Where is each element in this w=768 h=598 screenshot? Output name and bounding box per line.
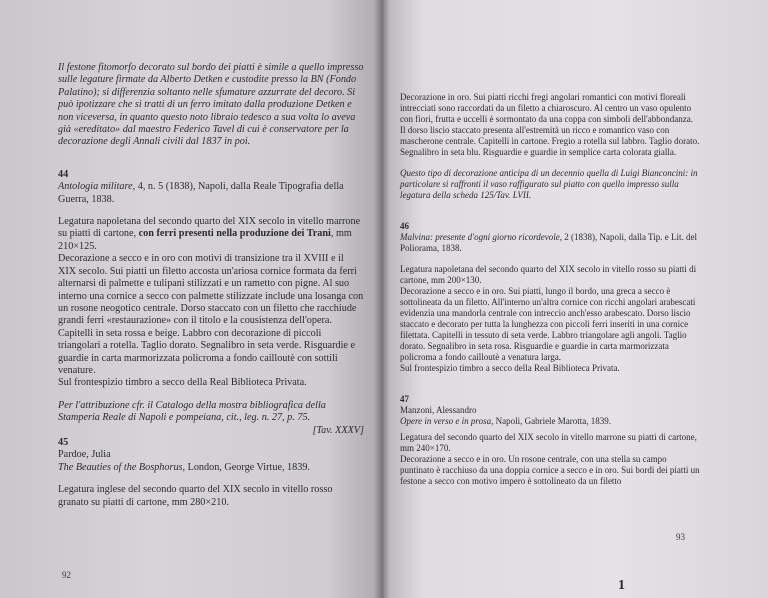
entry-46-decoration: Decorazione a secco e in oro. Sui piatti, lungo il bordo, una greca a secco è sottolineata da un filetto. All'interno un'altra cornice con ricchi angolari arabescati evidenzia una mandorla centrale con intreccio anch'esso arabescato. Dorso liscio staccato e decorato per tutta la lunghezza con piccoli ferri inseriti in una cornice filettata. Capitelli in tessuto di seta verde. Labbro triangolare agli angoli. Taglio dorato. Segnalibro in seta rosa. Risguardie e guardie in carta marmorizzata policroma a fondo cailloutè a venatura larga. [400, 286, 696, 362]
entry-47-decoration: Decorazione a secco e in oro. Un rosone centrale, con una stella su campo puntinato è racchiuso da una doppia cornice a secco e in oro. Sui bordi dei piatti un festone a secco con motivo impero è sottolineato da un filetto [400, 454, 700, 486]
left-column [58, 62, 364, 509]
entry-47-title: Opere in verso e in prosa [400, 416, 492, 426]
entry-44-title: Antologia militare [58, 181, 133, 193]
entry-44-binding-text: Legatura napoletana del secondo quarto del XIX secolo in vitello marrone su piatti di cartone, [58, 216, 361, 240]
entry-46-citation: , 2 (1838), Napoli, dalla Tip. e Lit. del Poliorama, 1838. [400, 232, 697, 253]
entry-46-title: Malvina: presente d'ogni giorno ricordevole [400, 232, 560, 242]
entry-47-binding: Legatura del secondo quarto del XIX secolo in vitello marrone su piatti di cartone, mm 240×170. [400, 432, 697, 453]
entry-44-heading [58, 181, 364, 206]
entry-46-stamp: Sul frontespizio timbro a secco della Real Biblioteca Privata. [400, 363, 620, 373]
entry-45-author: Pardoe, Julia [58, 449, 111, 461]
entry-44-stamp: Sul frontespizio timbro a secco della Real Biblioteca Privata. [58, 377, 307, 389]
entry-47-number: 47 [400, 394, 409, 404]
entry-44-note: Per l'attribuzione cfr. il Catalogo della mostra bibliografica della Stamperia Reale di Napoli e pompeiana, cit., leg. n. 27, p. 75. [58, 399, 326, 424]
entry-45-binding: Legatura inglese del secondo quarto del XIX secolo in vitello rosso granato su piatti di cartone, mm 280×210. [58, 484, 333, 508]
entry-44-binding-size: , mm 210×125. [58, 228, 352, 252]
right-folio: 93 [676, 532, 685, 542]
entry-46-heading [400, 232, 700, 254]
entry-47-heading [400, 416, 700, 427]
entry-45-citation: , London, George Virtue, 1839. [182, 461, 310, 473]
entry-44-decoration: Decorazione a secco e in oro con motivi di transizione tra il XVIII e il XIX secolo. Sui piatti un filetto accosta un'ariosa cornice formata da ferri alternarsi di palmette e tulipani stilizzati e un rametto con pigne. Al suo interno una cornice a secco con palmette stilizzate include una losanga con un rosone neogotico centrale. Dorso staccato con un filetto che racchiude grandi ferri «restaurazione» con il titolo e la cousistenza dell'opera. Capitelli in seta rossa e beige. Labbro con decorazione di piccoli triangolari a rotella. Taglio dorato. Segnalibro in seta verde. Risguardie e guardie in carta marmorizzata policroma a fondo cailloutè con sottili venature. [58, 253, 364, 376]
signature-mark: 1 [618, 578, 625, 593]
entry-46-binding: Legatura napoletana del secondo quarto del XIX secolo in vitello rosso su piatti di cartone, mm 200×130. [400, 264, 697, 285]
entry-45-number: 45 [58, 436, 69, 448]
entry-44-number: 44 [58, 168, 69, 180]
entry-44-binding-bold: con ferri presenti nella produzione dei Trani [138, 228, 331, 240]
entry-43-note: Questo tipo di decorazione anticipa di un decennio quella di Luigi Bianconcini: in particolare si raffronti il vaso raffigurato sul piatto con quello impresso sulla legatura della scheda 125/Tav. LVII. [400, 168, 698, 200]
entry-44-plate: [Tav. XXXV] [312, 424, 364, 436]
entry-47-author: Manzoni, Alessandro [400, 405, 477, 415]
entry-45-title: The Beauties of the Bosphorus [58, 461, 183, 473]
left-folio: 92 [62, 570, 71, 580]
book-gutter [374, 0, 390, 598]
entry-43-continuation: Decorazione in oro. Sui piatti ricchi fregi angolari romantici con motivi floreali intrecciati sono raccordati da un filetto a chiaroscuro. Al centro un vaso opulento con fiori, frutta e uccelli è sormontato da una coppa con simboli dell'abbondanza. Il dorso liscio staccato presenta all'estremità un ricco e romantico vaso con mascherone centrale. Capitelli in cartone. Fregio a rotella sul labbro. Taglio dorato. Segnalibro in seta blu. Risguardie e guardie in semplice carta colorata gialla. [400, 92, 700, 157]
entry-47-citation: , Napoli, Gabriele Marotta, 1839. [491, 416, 612, 426]
intro-note: Il festone fitomorfo decorato sul bordo dei piatti è simile a quello impresso sulle legature firmate da Alberto Detken e custodite presso la BN (Fondo Palatino); si differenzia soltanto nelle sfumature azzurrate del decoro. Si può ipotizzare che si tratti di un ferro imitato dalla produzione Detken e non viceversa, in quanto questo noto libraio tedesco a sua volta lo aveva già «ereditato» dal maestro Federico Tavel di cui è conservatore per la decorazione degli Annali civili dal 1837 in poi. [58, 62, 364, 148]
entry-44-binding [58, 216, 364, 253]
entry-46-number: 46 [400, 221, 409, 231]
entry-44-citation: , 4, n. 5 (1838), Napoli, dalla Reale Tipografia della Guerra, 1838. [58, 181, 344, 205]
right-column [400, 92, 700, 487]
entry-45-heading [58, 462, 364, 474]
